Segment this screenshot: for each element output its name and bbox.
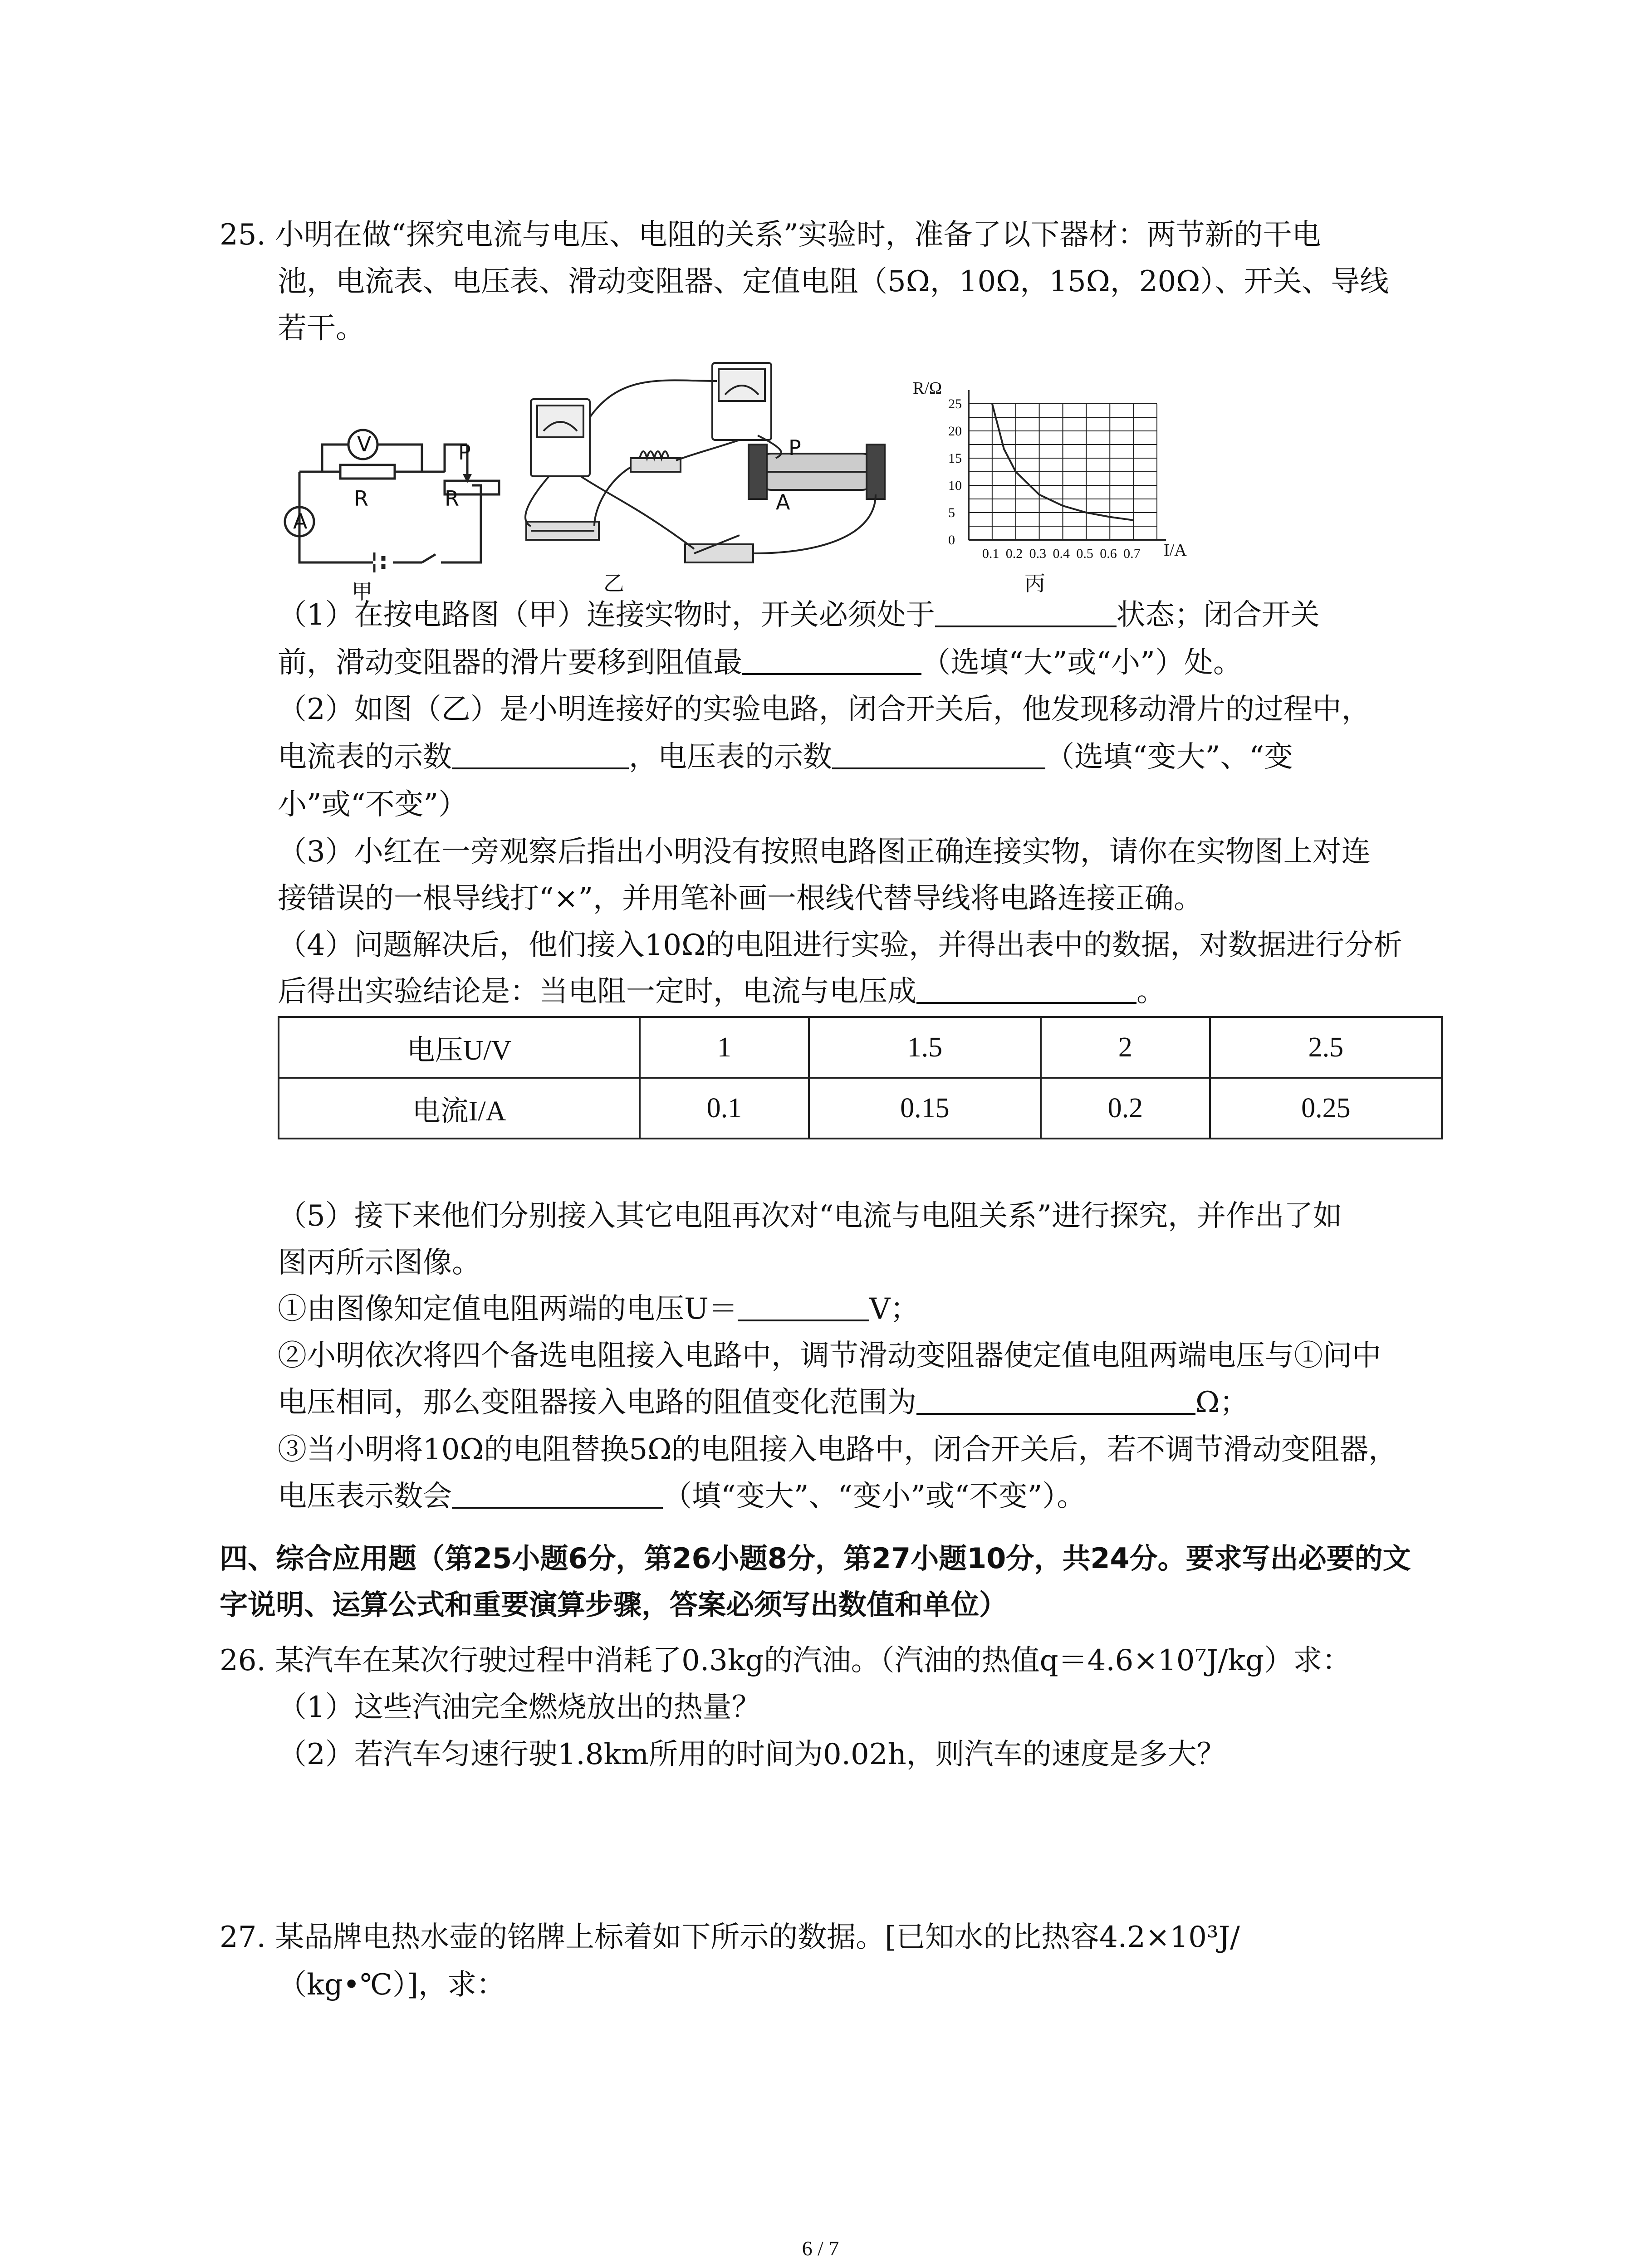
- table-cell: 0.1: [640, 1078, 809, 1139]
- chart-x-tick-label: 0.7: [1123, 546, 1141, 561]
- chart-y-tick-label: 0: [948, 533, 955, 547]
- fig-bing-caption: 丙: [1024, 571, 1045, 596]
- chart-x-tick-label: 0.6: [1100, 546, 1117, 561]
- table-cell-label: 电压U/V: [279, 1017, 640, 1078]
- q25-p2-line1: （2）如图（乙）是小明连接好的实验电路，闭合开关后，他发现移动滑片的过程中，: [278, 693, 1371, 726]
- q25-intro-line3: 若干。: [278, 312, 365, 345]
- q25-p5-line3: ①由图像知定值电阻两端的电压U＝ V；: [278, 1288, 919, 1330]
- q26-line3: （2）若汽车匀速行驶1.8km所用的时间为0.02h，则汽车的速度是多大？: [278, 1738, 1226, 1771]
- fig-yi-caption: 乙: [603, 571, 624, 596]
- chart-x-tick-label: 0.1: [982, 546, 999, 561]
- section-4-heading-line1: 四、综合应用题（第25小题6分，第26小题8分，第27小题10分，共24分。要求写出必要的文: [220, 1542, 1411, 1575]
- q25-p3-line1: （3）小红在一旁观察后指出小明没有按照电路图正确连接实物，请你在实物图上对连: [278, 835, 1371, 869]
- chart-y-tick-label: 15: [948, 451, 962, 466]
- answer-blank-5[interactable]: [916, 973, 1136, 1004]
- fig-yi-p-label: P: [789, 435, 801, 460]
- q25-p1-line2: 前，滑动变阻器的滑片要移到阻值最 （选填“大”或“小”）处。: [278, 642, 1242, 684]
- answer-blank-1[interactable]: [935, 596, 1117, 627]
- chart-x-axis-label: I/A: [1164, 541, 1187, 560]
- section-4-heading-line2: 字说明、运算公式和重要演算步骤，答案必须写出数值和单位）: [220, 1588, 1008, 1621]
- chart-x-tick-label: 0.5: [1076, 546, 1093, 561]
- table-cell: 2.5: [1210, 1017, 1442, 1078]
- q25-p4-line1: （4）问题解决后，他们接入10Ω的电阻进行实验，并得出表中的数据，对数据进行分析: [278, 929, 1403, 962]
- q25-p5-line7: 电压表示数会 （填“变大”、“变小”或“不变”）。: [278, 1476, 1086, 1517]
- fig-jia-a-label: A: [293, 509, 308, 533]
- answer-blank-6[interactable]: [738, 1290, 869, 1321]
- table-cell: 0.2: [1041, 1078, 1210, 1139]
- q26-line2: （1）这些汽油完全燃烧放出的热量？: [278, 1691, 761, 1724]
- chart-y-tick-label: 20: [948, 424, 962, 439]
- fig-jia-r1-label: R: [354, 486, 368, 511]
- q25-intro-line2: 池，电流表、电压表、滑动变阻器、定值电阻（5Ω，10Ω，15Ω，20Ω）、开关、导线: [278, 265, 1389, 298]
- q25-p3-line2: 接错误的一根导线打“×”，并用笔补画一根线代替导线将电路连接正确。: [278, 882, 1203, 915]
- q25-p4-line2: 后得出实验结论是：当电阻一定时，电流与电压成 。: [278, 971, 1166, 1012]
- q25-p5-line4: ②小明依次将四个备选电阻接入电路中，调节滑动变阻器使定值电阻两端电压与①问中: [278, 1339, 1381, 1373]
- page-number: 6 / 7: [802, 2237, 839, 2260]
- chart-y-tick-label: 10: [948, 478, 962, 493]
- table-cell: 0.25: [1210, 1078, 1442, 1139]
- r-i-graph-bing: [912, 381, 1202, 572]
- table-cell: 1.5: [809, 1017, 1041, 1078]
- answer-blank-8[interactable]: [452, 1478, 663, 1509]
- q25-p1-line1: （1）在按电路图（甲）连接实物时，开关必须处于 状态；闭合开关: [278, 594, 1320, 636]
- q25-p5-line6: ③当小明将10Ω的电阻替换5Ω的电阻接入电路中，闭合开关后，若不调节滑动变阻器，: [278, 1433, 1398, 1466]
- chart-y-tick-label: 25: [948, 396, 962, 411]
- fig-yi-a-label: A: [776, 490, 790, 514]
- q25-p2-line3: 小”或“不变”）: [278, 788, 468, 821]
- table-row-current: [279, 1078, 1442, 1139]
- table-cell: 2: [1041, 1017, 1210, 1078]
- q25-p5-line1: （5）接下来他们分别接入其它电阻再次对“电流与电阻关系”进行探究，并作出了如: [278, 1199, 1342, 1233]
- answer-blank-7[interactable]: [916, 1384, 1195, 1415]
- circuit-diagram-jia: [272, 417, 508, 608]
- table-cell: 0.15: [809, 1078, 1041, 1139]
- q25-intro-line1: 25. 小明在做“探究电流与电压、电阻的关系”实验时，准备了以下器材：两节新的干电: [220, 218, 1321, 252]
- table-cell: 1: [640, 1017, 809, 1078]
- q27-line1: 27. 某品牌电热水壶的铭牌上标着如下所示的数据。[已知水的比热容4.2×10³J/: [220, 1921, 1240, 1954]
- apparatus-diagram-yi: [504, 345, 903, 581]
- table-row-voltage: [279, 1017, 1442, 1078]
- answer-blank-3[interactable]: [452, 738, 629, 769]
- table-cell-label: 电流I/A: [279, 1078, 640, 1139]
- fig-jia-p-label: P: [458, 440, 471, 464]
- q25-p5-line5: 电压相同，那么变阻器接入电路的阻值变化范围为 Ω；: [278, 1382, 1249, 1423]
- chart-x-tick-label: 0.2: [1005, 546, 1023, 561]
- chart-y-axis-label: R/Ω: [913, 381, 942, 398]
- q26-line1: 26. 某汽车在某次行驶过程中消耗了0.3kg的汽油。（汽油的热值q＝4.6×10⁷J/kg）求：: [220, 1644, 1352, 1677]
- fig-jia-v-label: V: [357, 432, 372, 456]
- chart-x-tick-label: 0.3: [1029, 546, 1047, 561]
- chart-y-tick-label: 5: [948, 505, 955, 520]
- answer-blank-4[interactable]: [832, 738, 1045, 769]
- q25-p2-line2: 电流表的示数 ，电压表的示数 （选填“变大”、“变: [278, 736, 1293, 778]
- q27-line2: （kg•℃）]，求：: [278, 1968, 506, 2002]
- answer-blank-2[interactable]: [742, 644, 921, 675]
- voltage-current-table: [278, 1016, 1443, 1139]
- fig-jia-r2-label: R: [445, 486, 459, 511]
- chart-x-tick-label: 0.4: [1053, 546, 1070, 561]
- q25-p5-line2: 图丙所示图像。: [278, 1246, 481, 1280]
- fig-jia-caption: 甲: [352, 579, 372, 604]
